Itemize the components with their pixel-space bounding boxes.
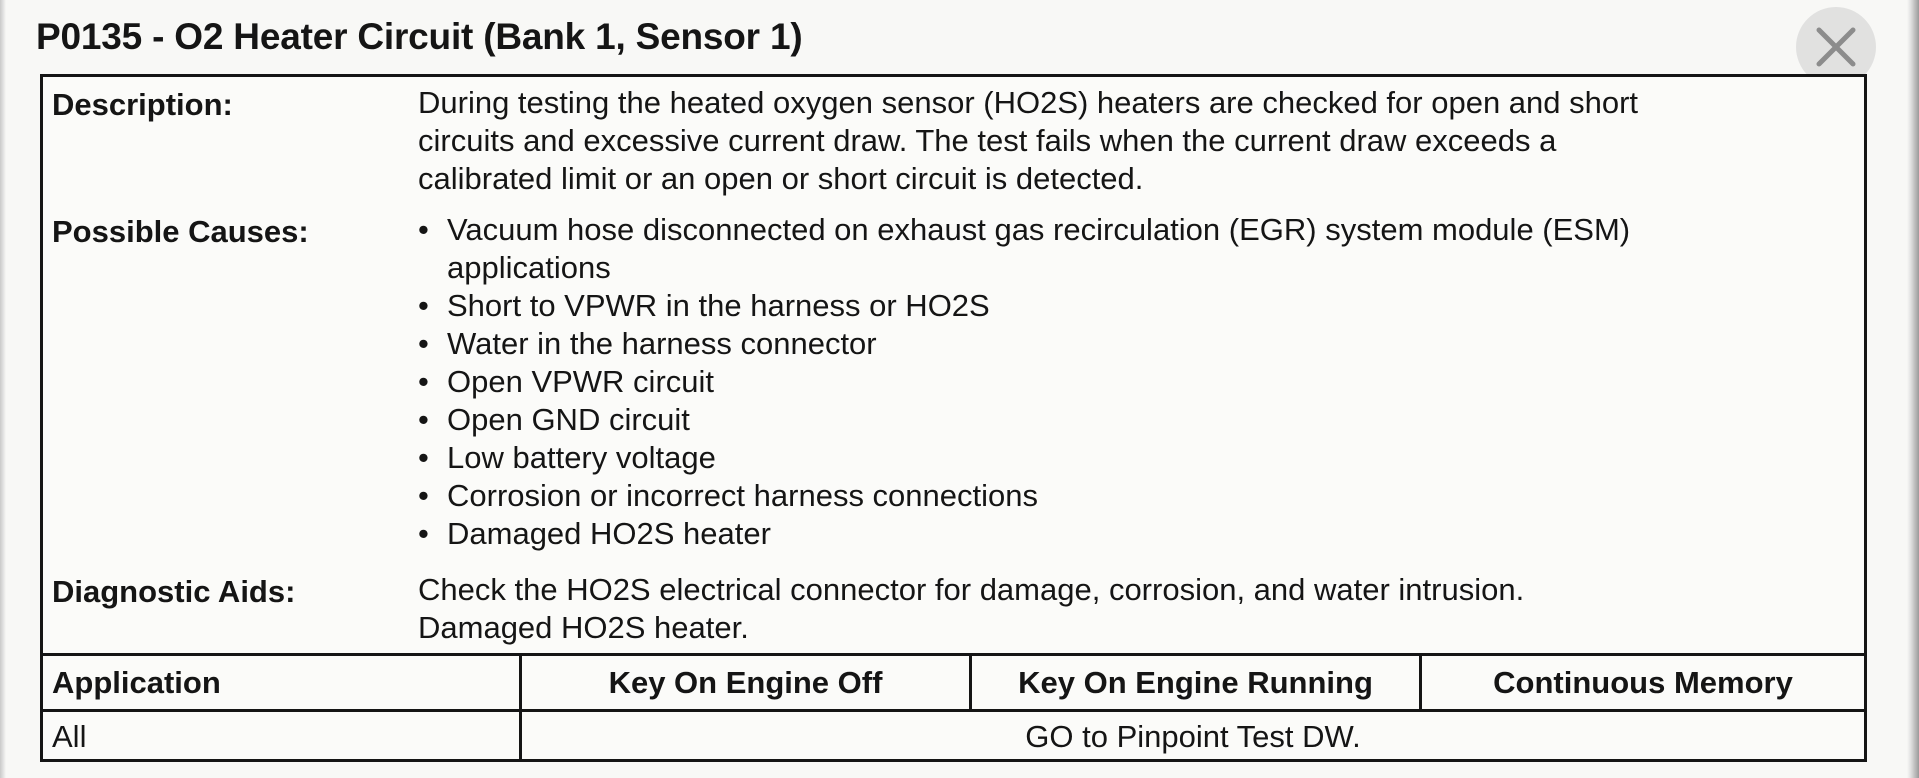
diagnostic-aids-text (418, 571, 1524, 647)
page-right-edge (1907, 0, 1919, 778)
description-line: circuits and excessive current draw. The test fails when the current draw exceeds a (418, 123, 1557, 158)
list-item (418, 325, 1630, 363)
list-item-text: • Corrosion or incorrect harness connections (447, 478, 1038, 513)
list-item-text: • Damaged HO2S heater (447, 516, 771, 551)
list-item (418, 211, 1630, 287)
list-item-text: • Open VPWR circuit (447, 364, 715, 399)
diagnostic-aids-line: Check the HO2S electrical connector for damage, corrosion, and water intrusion. (418, 572, 1525, 607)
diagnostic-aids-line: Damaged HO2S heater. (418, 610, 749, 645)
list-item-text-continued: applications (447, 250, 611, 285)
list-item-text: • Open GND circuit (447, 402, 690, 437)
list-item-text: • Short to VPWR in the harness or HO2S (447, 288, 990, 323)
description-line: calibrated limit or an open or short circuit is detected. (418, 161, 1144, 196)
close-icon (1813, 24, 1859, 70)
description-line: During testing the heated oxygen sensor (HO2S) heaters are checked for open and short (418, 85, 1639, 120)
page-left-edge (0, 0, 6, 778)
list-item (418, 363, 1630, 401)
table-cell-application: All (52, 719, 87, 754)
page-title: P0135 - O2 Heater Circuit (Bank 1, Sensor 1) (36, 16, 803, 57)
description-label: Description: (52, 87, 233, 122)
table-header-koeo: Key On Engine Off (608, 664, 883, 700)
list-item-text: • Vacuum hose disconnected on exhaust gas recirculation (EGR) system module (ESM) (447, 212, 1631, 247)
table-header-application: Application (52, 664, 221, 700)
dtc-info-sheet (40, 74, 1867, 762)
diagnostic-aids-label: Diagnostic Aids: (52, 574, 296, 609)
table-cell-action: GO to Pinpoint Test DW. (1025, 719, 1361, 754)
possible-causes-label: Possible Causes: (52, 214, 309, 249)
list-item (418, 439, 1630, 477)
list-item (418, 287, 1630, 325)
list-item-text: • Low battery voltage (447, 440, 716, 475)
list-item (418, 515, 1630, 553)
list-item (418, 477, 1630, 515)
list-item (418, 401, 1630, 439)
table-header-continuous-memory: Continuous Memory (1493, 664, 1793, 700)
possible-causes-list-wrap (418, 211, 1630, 553)
possible-causes-list (418, 211, 1630, 553)
description-text (418, 84, 1638, 198)
table-header-koer: Key On Engine Running (1018, 664, 1373, 700)
list-item-text: • Water in the harness connector (447, 326, 877, 361)
application-table (43, 653, 1864, 765)
